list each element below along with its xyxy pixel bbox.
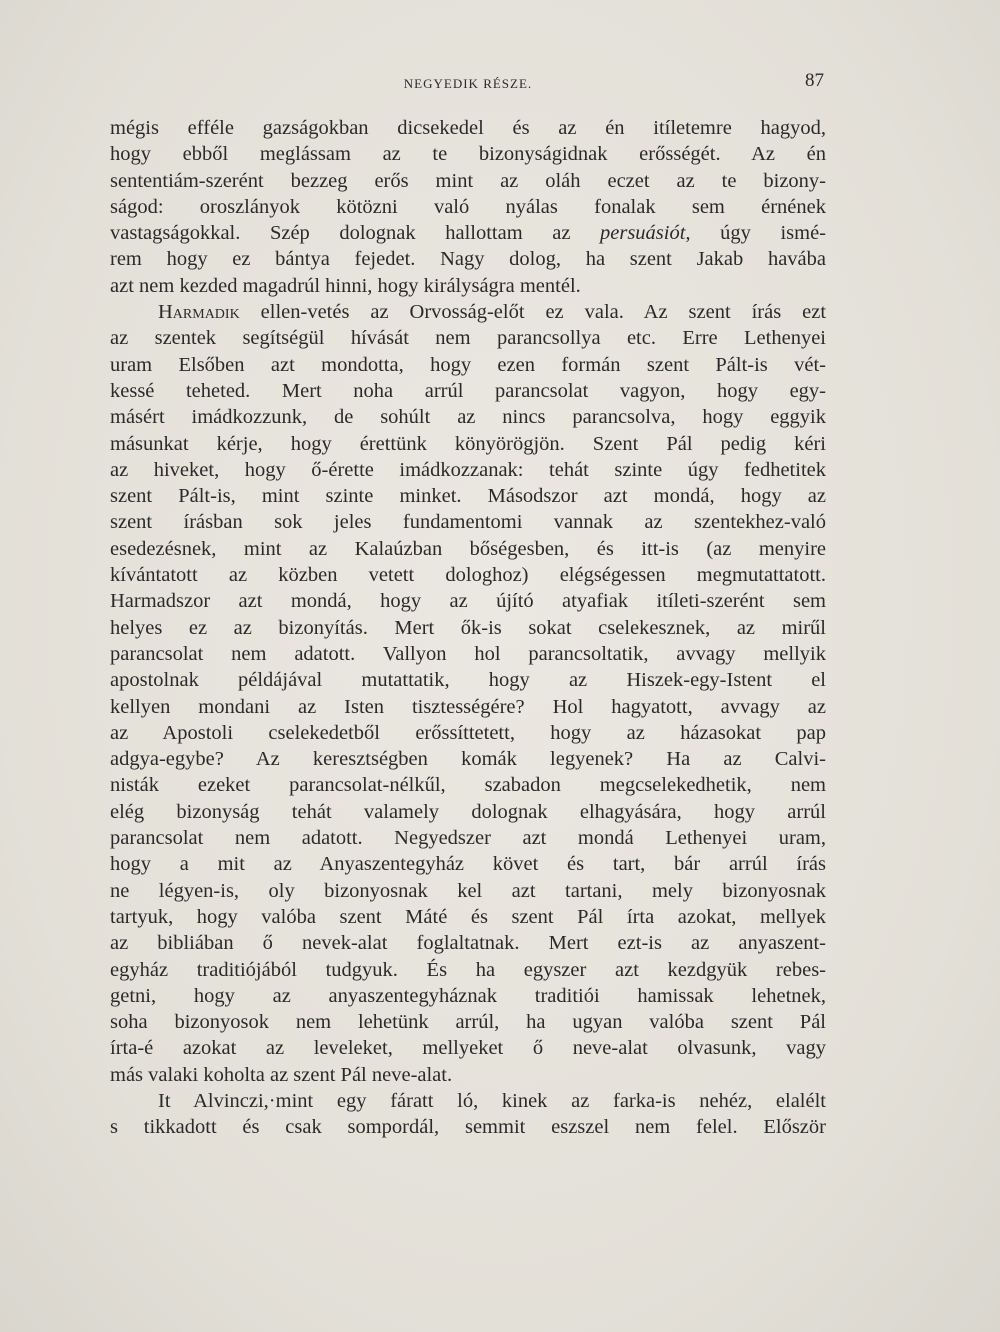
text-line: szent Pált-is, mint szinte minket. Másodszor azt mondá, hogy az <box>110 485 826 508</box>
text-line: az bibliában ő nevek-alat foglaltatnak. Mert ezt-is az anyaszent- <box>110 932 826 955</box>
text-line: az hiveket, hogy ő-érette imádkozzanak: tehát szinte úgy fedhetitek <box>110 458 826 481</box>
text-line: getni, hogy az anyaszentegyháznak traditiói hamissak lehetnek, <box>110 984 826 1007</box>
text-line: az Apostoli cselekedetből erőssíttetett, hogy az házasokat pap <box>110 721 826 744</box>
text-line: hogy a mit az Anyaszentegyház követ és tart, bár arrúl írás <box>110 853 826 876</box>
text-line: rem hogy ez bántya fejedet. Nagy dolog, ha szent Jakab havába <box>110 248 826 271</box>
text-line: parancsolat nem adatott. Vallyon hol parancsoltatik, avvagy mellyik <box>110 642 826 665</box>
text-line: ságod: oroszlányok kötözni való nyálas fonalak sem érnének <box>110 195 826 218</box>
text-line <box>110 220 826 246</box>
text-line: kessé teheted. Mert noha arrúl parancsolat vagyon, hogy egy- <box>110 379 826 402</box>
text-line: kívántatott az közben vetett dologhoz) elégségessen megmutattatott. <box>110 564 826 587</box>
text-line: szent írásban sok jeles fundamentomi vannak az szentekhez-való <box>110 511 826 534</box>
page-number: 87 <box>805 70 824 91</box>
text-segment: ellen-vetés az Orvosság-előt ez vala. Az szent írás ezt <box>260 301 827 324</box>
text-line: egyház traditiójából tudgyuk. És ha egyszer azt kezdgyük rebes- <box>110 958 826 981</box>
text-line: uram Elsőben azt mondotta, hogy ezen formán szent Pált-is vét- <box>110 353 826 376</box>
text-line: másunkat kérje, hogy érettünk könyörögjön. Szent Pál pedig kéri <box>110 432 826 455</box>
text-line: esedezésnek, mint az Kalaúzban bőségesben, és itt-is (az menyire <box>110 537 826 560</box>
text-line: más valaki koholta az szent Pál neve-alat. <box>110 1063 453 1086</box>
text-segment: vastagságokkal. Szép dolognak hallottam az <box>110 222 571 245</box>
running-title: NEGYEDIK RÉSZE. <box>403 76 533 91</box>
text-line: adgya-egybe? Az keresztségben komák legyenek? Ha az Calvi- <box>110 748 826 771</box>
text-line: It Alvinczi,·mint egy fáratt ló, kinek az farka-is nehéz, elalélt <box>158 1089 826 1112</box>
text-line: mégis efféle gazságokban dicsekedel és az én itíletemre hagyod, <box>110 117 826 139</box>
text-line: elég bizonyság tehát valamely dolognak elhagyására, hogy arrúl <box>110 800 826 823</box>
text-segment: úgy ismé- <box>720 222 827 245</box>
text-line: ne légyen-is, oly bizonyosnak kel azt tartani, mely bizonyosnak <box>110 879 826 902</box>
text-line: másért imádkozzunk, de sohúlt az nincs parancsolva, hogy eggyik <box>110 406 826 429</box>
text-line: az szentek segítségül hívását nem parancsollya etc. Erre Lethenyei <box>110 327 826 350</box>
text-line: azt nem kezded magadrúl hinni, hogy királyságra mentél. <box>110 274 581 297</box>
body-text <box>110 115 826 1141</box>
text-line: Harmadszor azt mondá, hogy az újító atyafiak itíleti-szerént sem <box>110 590 826 613</box>
text-line: sententiám-szerént bezzeg erős mint az oláh eczet az te bizony- <box>110 169 826 192</box>
small-caps-word: Harmadik <box>158 301 240 324</box>
text-line: soha bizonyosok nem lehetünk arrúl, ha ugyan valóba szent Pál <box>110 1011 826 1034</box>
text-line: helyes ez az bizonyítás. Mert ők-is sokat cselekesznek, az mirűl <box>110 616 826 639</box>
text-line: írta-é azokat az leveleket, mellyeket ő neve-alat olvasunk, vagy <box>110 1037 826 1060</box>
text-line: nisták ezeket parancsolat-nélkűl, szabadon megcselekedhetik, nem <box>110 774 826 797</box>
text-line <box>110 299 826 325</box>
running-head <box>110 72 826 96</box>
text-line: apostolnak példájával mutattatik, hogy az Hiszek-egy-Istent el <box>110 669 826 692</box>
text-line: s tikkadott és csak sompordál, semmit eszszel nem felel. Először <box>110 1116 826 1139</box>
text-line: parancsolat nem adatott. Negyedszer azt mondá Lethenyei uram, <box>110 827 826 850</box>
text-line: tartyuk, hogy valóba szent Máté és szent Pál írta azokat, mellyek <box>110 905 826 928</box>
italic-word: persuásiót, <box>600 222 691 245</box>
text-line: kellyen mondani az Isten tisztességére? Hol hagyatott, avvagy az <box>110 695 826 718</box>
text-line: hogy ebből meglássam az te bizonyságidnak erősségét. Az én <box>110 143 826 166</box>
